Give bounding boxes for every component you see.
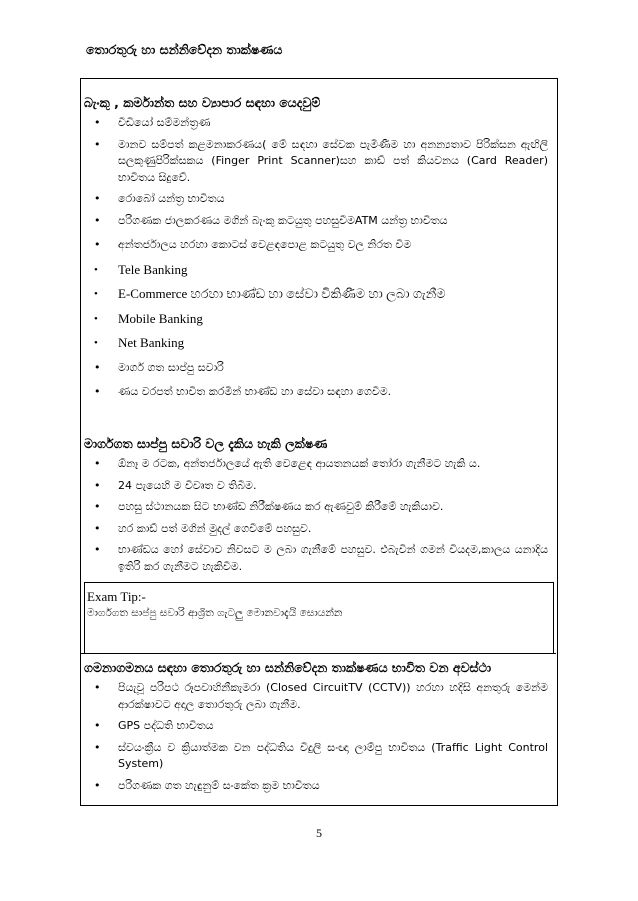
list-item: • පරිගණක ජාලකරණය මගින් බැංකු කටයුතු පහසුවීමATM යන්ත්‍ර භාවිතය [84, 213, 548, 230]
exam-tip-box [84, 582, 554, 653]
list-item: • E-Commerce හරහා භාණ්ඩ හා සේවා විකිණීම හා ලබා ගැනීම [94, 286, 446, 301]
bullet-list [84, 456, 548, 575]
list-item: • GPS පද්ධති භාවිතය [84, 718, 548, 735]
page-header: තොරතුරු හා සන්නිවේදන තාක්ෂණය [86, 42, 283, 57]
list-item: • ස්වයංක්‍රීය ව ක්‍රියාත්මක වන පද්ධතිය විදුලි සංඥා ලාම්පු භාවිතය (Traffic Light Control System) [94, 740, 548, 770]
exam-tip-body: මාර්ගගත සාප්පු සවාරි ආශ්‍රිත ගැටලු මොනවාදැයි සොයන්න [87, 607, 343, 619]
bullet-icon: • [94, 719, 101, 732]
list-item: • 24 පැයෙහි ම විවෘත ව තිබීම. [84, 478, 548, 495]
list-item: • පරිගණක ගත හැඳුනුම් සංකේත ක්‍රම භාවිතය [84, 778, 548, 795]
list-item: • හර කාඩ් පත් මගින් මුදල් ගෙවීමේ පහසුව. [84, 521, 548, 538]
bullet-icon: • [94, 521, 101, 535]
bullet-icon: • [94, 213, 101, 227]
page-number: 5 [316, 826, 322, 840]
bullet-icon: • [94, 116, 101, 129]
bullet-icon: • [94, 740, 101, 754]
bullet-icon: • [94, 312, 98, 325]
list-item: • අන්තර්ජාලය හරහා කොටස් වෙළඳපොළ කටයුතු වල නිරත වීම [84, 237, 548, 254]
list-item: • භාණ්ඩය හෝ සේවාව නිවසට ම ලබා ගැනීමේ පහසුව. එබැවින් ගමන් වියදම,කාලය යනාදිය ඉතිරි කර ගැනීමට හැකිවීම. [94, 543, 548, 573]
list-item: • ණය වරපත් භාවිත කරමින් භාණ්ඩ හා සේවා සඳහා ගෙවීම. [84, 384, 548, 401]
exam-tip-title: Exam Tip:- [87, 589, 146, 604]
list-item: • මානව සම්පත් කළමනාකරණය( මේ සඳහා සේවක පැමිණීම හා අනන්‍යතාව පිරික්සන ඇඟිලි සලකුණුපිරික්සකය (Finger Print Scanner)සහ කාඩ් පත් කියවනය (Card Reader) භාවිතය සිදුවේ. [94, 137, 548, 184]
bullet-list [84, 115, 548, 401]
section-online-shopping [84, 436, 548, 580]
bullet-icon: • [94, 137, 101, 151]
bullet-icon: • [94, 192, 101, 205]
list-item: • රොබෝ යන්ත්‍ර භාවිතය [84, 191, 548, 208]
bullet-icon: • [94, 288, 98, 300]
divider [80, 653, 556, 654]
section-banking [84, 95, 548, 409]
list-item: • Tele Banking [94, 261, 188, 277]
bullet-icon: • [94, 385, 101, 398]
bullet-icon: • [94, 238, 101, 251]
section-title: මාර්ගගත සාප්පු සවාරි වල දැකිය හැකි ලක්ෂණ [84, 436, 328, 451]
section-transport [84, 660, 548, 799]
bullet-icon: • [94, 543, 101, 556]
list-item: • ඕනෑ ම රටක, අන්තර්ජාලයේ ඇති වෙළෙඳ ආයතනයක් තෝරා ගැනීමට හැකි ය. [84, 456, 548, 473]
bullet-icon: • [94, 778, 101, 792]
list-item: • Mobile Banking [94, 310, 203, 326]
section-title: ගමනාගමනය සඳහා තොරතුරු හා සන්නිවේදන තාක්ෂණය භාවිත වන අවස්ථා [84, 660, 492, 675]
list-item: • පියැවූ පරිපථ රූපවාහිනීකැමරා (Closed CircuitTV (CCTV)) හරහා හදිසි අනතුරු මෙන්ම ආරක්ෂාවට අදාල තොරතුරු ලබා ගැනීම. [94, 681, 548, 711]
bullet-icon: • [94, 478, 101, 492]
bullet-icon: • [94, 263, 98, 276]
bullet-icon: • [94, 360, 101, 374]
list-item: • වීඩියෝ සම්මන්ත්‍රණ [84, 115, 548, 132]
list-item: • Net Banking [94, 335, 185, 350]
bullet-icon: • [94, 457, 101, 470]
list-item: • පහසු ස්ථානයක සිට භාණ්ඩ නිරීක්ෂණය කර ඇණවුම් කිරීමේ හැකියාව. [84, 499, 548, 516]
list-item: • මාර්ග ගත සාප්පු සවාරි [84, 360, 548, 377]
bullet-icon: • [94, 500, 101, 513]
bullet-icon: • [94, 337, 98, 349]
bullet-list [84, 680, 548, 794]
section-title: බැංකු , කර්මාන්ත සහ ව්‍යාපාර සඳහා යෙදවුම් [84, 95, 321, 110]
bullet-icon: • [94, 681, 101, 694]
